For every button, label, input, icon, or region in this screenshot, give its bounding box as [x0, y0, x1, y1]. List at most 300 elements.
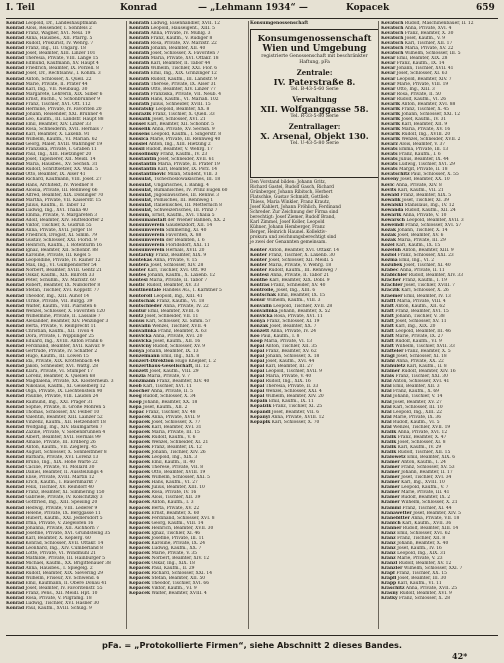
- directory-entry: Konrad Anna, Hausbes., XII. Pfarrg. 5: [6, 36, 93, 42]
- directory-entry: Kovats Margit, Private, II. 18: [381, 167, 448, 173]
- directory-entry: Konrad Edmund, Kaufmann, XV. Haupt 4: [6, 61, 99, 67]
- directory-entry: Konrad Lotte, Private, VI. Windmühl 21: [6, 550, 97, 556]
- directory-entry: Konrath Wilhelm, Tischler, XXI. Flor. 6: [129, 66, 217, 72]
- directory-entry: Kralik Franz, Beamter, X. 47: [381, 434, 447, 440]
- directory-entry: Kopal Wilhelm, Beamter, XIV. 20: [250, 394, 324, 400]
- directory-entry: Kowanda Rudolf, Kaufm., XII. 24: [381, 207, 456, 213]
- directory-entry: Konur Wilhelm, Kaufm., VIII. 3: [250, 298, 321, 304]
- directory-entry: Kraft Rudolf, Kaufm., VI. 9: [381, 338, 442, 344]
- directory-entry: Kovarik Franz, Tischler, X. 45: [381, 106, 449, 112]
- directory-entry: Kopacek Wilhelm, Schlosser, XXI. 5: [129, 475, 210, 481]
- ad-paragraph-line: je zwei der Genannten gemeinsam.: [250, 240, 327, 245]
- directory-entry: Konrath Ludwig, Eisenhändler, XVII. 12: [129, 21, 220, 26]
- directory-entry: Konsumverein Gaudenzdorf, XII. 14: [129, 222, 213, 228]
- directory-entry: Konrad Marie, Private, II. Prater 44: [6, 81, 88, 87]
- directory-entry: Konrad Erich, Kaufm., I. Bauernmarkt 7: [6, 480, 98, 486]
- column-divider: [126, 21, 127, 629]
- directory-entry: Kovar Johann, Tischler, XVII. 41: [381, 66, 454, 72]
- directory-entry: Kopacek Josef, Schlosser, X. 77: [129, 419, 201, 425]
- directory-entry: Konsulat, Italienisches, III. Metternich 8: [129, 202, 222, 208]
- directory-entry: Konrad Ludwig, Ing., XVI. Thalia 40: [6, 207, 88, 213]
- directory-entry: Kraft Marie, Private, IX. 27: [381, 333, 444, 339]
- directory-entry: Konsiel Anton, Ing., XIII. Hietzing 2: [129, 142, 211, 148]
- directory-entry: Kovar Franz, Kaufm., IX. 14: [381, 61, 445, 67]
- directory-entry: Konrad Franz, Wagner, XVI. Neul. 19: [6, 31, 91, 37]
- directory-entry: Kopaln Emil, Kaufm., IX. 11: [250, 399, 314, 405]
- directory-entry: Kranz Franz, Tischler, XII. 8: [381, 535, 446, 541]
- directory-entry: Konrad Berta, Private, V. Reinprecht 11: [6, 323, 97, 329]
- ad-paragraph-line: Kühner, Johann Hemberger, Franz: [250, 225, 325, 230]
- directory-entry: Koob Karl, Tischler, XVI. 11: [129, 384, 192, 390]
- directory-entry: Kraft Anton, Kaufm., XII. 62: [381, 303, 446, 309]
- directory-entry: Kral Johann, Tischler, V. 14: [381, 394, 443, 400]
- directory-entry: Konrad Theodor, Ing., XIII. Auhof 14: [6, 293, 90, 299]
- directory-entry: Kracher Franz, Kaufm., I. 19: [381, 278, 447, 284]
- directory-entry: Kovats Emma, Private, III. 13: [381, 147, 449, 153]
- directory-entry: Kovats Franz, Kaufm., I. 6: [381, 152, 441, 158]
- directory-entry: Konrad Ferdinand, Beamter, XVII. Kalvar. 9: [6, 344, 105, 349]
- directory-entry: Konrad Alexander, Beamter, XIV. Penzinger 3: [6, 318, 109, 324]
- directory-entry: Kramer Wilhelm, Schlosser, X. 21: [381, 500, 458, 506]
- directory-entry: Kopacek Emil, Kaufm., II. 40: [129, 460, 195, 466]
- directory-entry: Konsulat, Schweizerisches, III. Prinz 7: [129, 207, 218, 213]
- directory-entry: Konrad Nikolaus, Kaufm., XI. Geiselberg 12: [6, 384, 106, 390]
- directory-entry: Kovatsch Rudolf, Maschinenbauer, II. 12: [381, 21, 474, 26]
- directory-entry: Konrad Franz, Tischler, XVI. Ott. 112: [6, 101, 91, 107]
- directory-entry: Kranawetter Josef, Beamter, XIV. 5: [381, 510, 461, 516]
- directory-entry: Kovarz Alois, Beamter, V. 37: [381, 142, 446, 148]
- ad-address-1: IV. Paterstraße 8.: [273, 77, 356, 88]
- directory-entry: Konvalin Wenzel, Tischler, XVII. 4: [129, 323, 207, 329]
- directory-entry: Kopaplk Karl, Schlosser, X. 70: [250, 419, 320, 425]
- directory-entry: Konrad Klara, Private, VI. Stumper 17: [6, 369, 93, 375]
- directory-entry: Konsica Marie, Private, III. Rennweg 40: [129, 137, 221, 143]
- directory-entry: Konrad Alois, Reisender, I. Sonnfels 2: [6, 26, 92, 32]
- directory-entry: Konrad Hedwig, Private, VIII. Lederer 9: [6, 505, 98, 511]
- directory-entry: Kopalzik Franz, Tischler, XI. 25: [250, 404, 323, 410]
- ad-address-3: X. Arsenal, Objekt 130.: [260, 131, 369, 142]
- directory-entry: Konsulat, Ungarisches, I. Bankg. 4: [129, 182, 209, 188]
- directory-entry: Krabichler Rudolf, Beamter, XIV. 33: [381, 273, 464, 279]
- directory-entry: Konratsky Leopold, Beamter, XX. 8: [129, 106, 210, 112]
- directory-entry: Konrath Franziska, Private, VII. Neub. 4: [129, 91, 222, 97]
- directory-entry: Kranz Josef, Kaufm., IV. 16: [381, 545, 442, 551]
- running-header: [6, 3, 498, 17]
- directory-entry: Konrad Peter, Schuhm., XV. Märzstr. 60: [6, 278, 96, 284]
- directory-entry: Kovarik Josef, Kaufm., IV. 31: [381, 116, 447, 122]
- directory-entry: Kopal Maria, Private, V. 40: [250, 374, 312, 380]
- ad-verwaltung-label: Verwaltung: [292, 95, 337, 105]
- directory-entry: Konrad Zäzilie, Private, V. Siebenbrunnen 4: [6, 429, 106, 435]
- directory-entry: Krapp Karl, Kaufm., VI. 11: [381, 581, 442, 587]
- directory-entry: Krainer Rudolf, Beamter, XIV. 16: [381, 369, 456, 375]
- directory-entry: Kopacek Theodor, Tischler, XVI. 66: [129, 581, 210, 587]
- directory-entry: Kramer Marie, Private, III. 41: [381, 490, 450, 496]
- ad-subtitle: Wien und Umgebung: [262, 44, 367, 54]
- directory-entry: Konzak Josef, Beamter, XX. 7: [250, 323, 317, 329]
- directory-entry: Kranz Johann, Beamter, X. 40: [381, 540, 449, 546]
- directory-entry: Konrad Dora, Private, I. Wipplinger 25: [6, 333, 94, 339]
- directory-entry: Kral Rudolf, Kaufm., VI. 5: [381, 419, 440, 425]
- directory-entry: Kragl Josef, Schlosser, XI. 18: [381, 354, 447, 360]
- directory-entry: Konrad Jakob, Schneider, XVI. Wattg. 28: [6, 364, 98, 370]
- directory-entry: Konrath Otto, Beamter, XIV. Linzer 77: [129, 86, 216, 92]
- directory-entry: Konrad Olga, Private, IX. Liechtenstein 90: [6, 389, 103, 395]
- ad-note: registrierte Genossenschaft mit beschränkter Haftung, pFa: [261, 54, 368, 65]
- directory-entry: Konzelmann Emil, Ing., XIX. 8: [129, 354, 200, 360]
- directory-entry: Kovarik Karl, Beamter, XII. 9: [381, 121, 448, 127]
- directory-entry: Kopacek Georg, Kaufm., VIII. 14: [129, 520, 204, 526]
- directory-entry: Konrad Ulrike, Private, VII. Burgg. 39: [6, 298, 93, 304]
- directory-entry: Konrath Josef, Schlosser, X. Favoriten 7: [129, 51, 220, 57]
- directory-entry: Konrad Emil, Beamter, XIV. Linzer 33: [6, 121, 92, 127]
- directory-entry: Konstantin Maria, Private, II. Prater 19: [129, 162, 220, 168]
- directory-entry: Konthe Karl, Beamter, XIX. Döbl. 9: [250, 278, 330, 284]
- advertisement-box: [250, 29, 379, 178]
- ad-paragraph-line: Karl Zimmel, Josef Koller, Leopold: [250, 220, 325, 225]
- directory-entry: Konrad Maria, Hausbes., XV. Sechsh. 31: [6, 162, 98, 168]
- directory-entry: Konsens Leopold, Kaufm., I. Singerstr. 8: [129, 132, 221, 138]
- ad-heading: Konsumgenossenschaft: [250, 21, 309, 26]
- directory-entry: Konrad Wilhelm, Kaufm., VI. Mariah. 62: [6, 137, 98, 143]
- directory-entry: Konrad Vinzenz, Kaufm., XII. Hetzendorf 18: [6, 419, 106, 425]
- ad-title: Konsumgenossenschaft: [257, 34, 372, 44]
- directory-entry: Kontinentale Handels AG., I. Kärntner 5: [129, 288, 222, 294]
- directory-entry: Konrad Theresia, Private, VIII. Lange 15: [6, 56, 99, 62]
- directory-entry: Konsumanstalt der Wiener Bahnen, XX. 2: [129, 217, 226, 223]
- directory-entry: Konvicka Anna, Private, XVI. 20: [129, 333, 203, 339]
- directory-entry: Konrad Rudolf, Beamter, XIX. Sievering 29: [6, 571, 104, 577]
- directory-entry: Konrad Raimund, Ing., XXI. Prager 31: [6, 399, 93, 405]
- directory-entry: Konrad Pauline, Private, VIII. Laudon 24: [6, 394, 99, 400]
- ad-paragraph-line: Thiess, Maria Winkler, Franz Krautz,: [250, 200, 331, 205]
- directory-entry: Konsum, Ernst, Kaufm., XVI. Thalia 5: [129, 212, 215, 218]
- directory-entry: Kowald Franz, Beamter, XIX. 5: [381, 192, 452, 198]
- ad-paragraph-line: prokura und zeichnungsberechtigt sind: [250, 235, 337, 240]
- directory-entry: Konrath Rudolf, Kaufm., III. Landstr. 9: [129, 76, 217, 82]
- directory-entry: Kopacek Maria, Private, III. 15: [129, 429, 200, 435]
- directory-entry: Kontes Johann, Kaufm., X. Laxenb. 12: [129, 273, 216, 279]
- directory-entry: Konrad Leopold, Dr., Landeshauptmann: [6, 21, 97, 26]
- page-number: 659: [476, 3, 495, 13]
- directory-entry: Kovats Ludwig, Tischler, XVI. 29: [381, 162, 455, 168]
- directory-entry: Konrad Mathilde, Private, III. Hainburger 5: [6, 555, 106, 561]
- directory-entry: Konsolinsky Franz, Kaufm., IV. 23: [129, 152, 208, 158]
- directory-entry: Konrad Franz, Ing., III. Ungarg. 18: [6, 46, 86, 52]
- directory-entry: Kraczik Karl, Schlosser, X. 26: [381, 288, 449, 294]
- directory-entry: Kopacek Richard, Schlosser, XXI. 14: [129, 571, 213, 577]
- directory-entry: Konrad Alfred, Beamter, XIX. Döblinger 70: [6, 192, 104, 198]
- directory-entry: Kraschitz Anna, Private, XVII. 25: [381, 586, 457, 592]
- directory-entry: Kontekas Anna, Private, V. 15: [129, 258, 198, 264]
- directory-entry: Konrad Christian, Kaufm., XII. Tivoli 4: [6, 328, 94, 334]
- page-marker: 42*: [452, 651, 468, 661]
- directory-entry: Kopacek Stefan, Beamter, XII. 50: [129, 576, 206, 582]
- directory-entry: Konrath Franz, Kaufm., V. Rüdiger 8: [129, 36, 213, 42]
- directory-entry: Koop Johann, Beamter, XX. 18: [129, 399, 198, 405]
- directory-entry: Konrad Anna, Hausbes., I. Spiegelg. 2: [6, 566, 93, 572]
- directory-entry: Konrad Oskar, Kaufm., XIX. Billroth 33: [6, 273, 95, 279]
- ad-zentrallager-label: Zentrallager:: [288, 122, 341, 132]
- directory-entry: Kopacek Otto, Beamter, XVIII. 19: [129, 470, 206, 476]
- directory-entry: Kopacek Franz, Beamter, IX. 12: [129, 444, 202, 450]
- directory-entry: Konrad Karl, Ing., VII. Neubaug. 30: [6, 86, 88, 92]
- directory-entry: Kopacek Oskar, Ing., XIX. 18: [129, 561, 195, 567]
- directory-entry: Konrad Anton, Kaufm., VII. Zieglerg. 45: [6, 444, 97, 450]
- directory-entry: Kovatsch Maria, Private, XV. 22: [381, 46, 454, 52]
- directory-entry: Kontesi Maria, Private, II. Tabor 7: [129, 278, 208, 284]
- ad-zentrale-label: Zentrale:: [296, 68, 333, 78]
- directory-entry: Konrazik Franz, Tischler, X. Quell. 33: [129, 111, 215, 117]
- directory-entry: Konrad Franz, Pens., XII. Meidl. Hpt. 10: [6, 591, 98, 597]
- ad-address-2: XII. Wolfganggasse 58.: [260, 104, 369, 115]
- directory-entry: Konrad Gertrude, Private, IV. Schäffer 2: [6, 349, 98, 355]
- directory-entry: Kowalski Stanislaus, Ing., IV. 12: [381, 202, 455, 208]
- directory-entry: Konrad Johann, Reisender, XXI. Brünner 4: [6, 111, 103, 117]
- directory-entry: Kovits Karl, Kaufm., VII. 21: [381, 187, 444, 193]
- directory-entry: Kovarik Anton, Beamter, XVI. 88: [381, 101, 456, 107]
- directory-entry: Konsulat, Polnisches, III. Rennweg 1: [129, 197, 214, 203]
- directory-entry: Kowarik Anna, Private, V. 10: [381, 212, 447, 218]
- directory-entry: Kranz Emil, Schlosser, XVI. 62: [381, 530, 451, 536]
- directory-entry: Kontarsky Franz, Beamter, XIX. 9: [129, 253, 207, 259]
- directory-entry: Kontera Josef, Schlosser, XIV. 28: [129, 263, 204, 269]
- directory-entry: Kovarik Wenzel, Schneider, XVII. 2: [381, 137, 461, 143]
- directory-entry: Kovatsch Karl, Tischler, XII. 17: [381, 41, 453, 47]
- directory-entry: Konrath Rosa, Private, XV. Märzstr. 22: [129, 41, 217, 47]
- directory-entry: Konrad Otto, Beamter, IX. Alser 41: [6, 172, 86, 178]
- directory-entry: Kopacek Karoline, Private, IX. 24: [129, 540, 206, 546]
- ad-paragraph-line: Josef Kahlert, Johann Fröhlich, Ferdinand: [250, 205, 341, 210]
- directory-entry: Kraft Johann, Tischler, V. 38: [381, 313, 445, 319]
- directory-entry: Konselik Anna, Private, XV. Sechsh. 9: [129, 126, 215, 132]
- directory-entry: Kraft Karl, Ing., XIX. 20: [381, 323, 436, 329]
- directory-entry: Konrad Friedrich, Drogist, XI. Simm. 79: [6, 232, 98, 238]
- directory-entry: Konrad Barbara, Private, XVI. Lorenz 13: [6, 455, 99, 461]
- directory-entry: Konrad Anton, Schlosser, X. Quell. 22: [6, 76, 92, 82]
- directory-entry: Koocher Anna, Private, II. 5: [129, 389, 193, 395]
- directory-entry: Kovar Marie, Private, VIII. 19: [381, 81, 449, 87]
- directory-entry: Konrad Leo, Kaufm., III. Landstr. Haupt 88: [6, 116, 104, 122]
- directory-entry: Kralowetz Emil, Beamter, XIX. 6: [381, 455, 455, 461]
- directory-entry: Kowarsch Leopold, Beamter, XVII. 3: [381, 217, 464, 223]
- directory-entry: Krahuletz Karl, Kaufm., II. 8: [381, 364, 447, 370]
- directory-entry: Kopandl Josef, Beamter, VII. 6: [250, 409, 320, 415]
- directory-entry: Konrad Hans, Architekt, IV. Wiedner 8: [6, 182, 94, 188]
- directory-entry: Kopacek Berta, Private, XV. 22: [129, 505, 200, 511]
- ad-paragraph-line: Richard Gastel, Rudolf Gasch, Richard: [250, 185, 335, 190]
- directory-entry: Konrad Gottfried, Ing., XIII. Speising 20: [6, 500, 98, 506]
- directory-entry: Konrad Daniel, Beamter, II. Ausstellungs 4: [6, 470, 103, 476]
- directory-entry: Kozeluh Anton, Beamter, XIII. 9: [381, 248, 454, 254]
- directory-entry: Kozak Johann, Tischler, X. 14: [381, 227, 448, 233]
- directory-entry: Konsil Rudolf, Beamter, V. Wehrg. 17: [129, 147, 213, 153]
- directory-entry: Konrad Hugo, Kaufm., III. Löwen 15: [6, 354, 89, 360]
- directory-entry: Konzett Anna, Private, IV. 24: [250, 328, 317, 334]
- directory-entry: Kovarik Rudolf, Ing., XVIII. 20: [381, 132, 451, 138]
- directory-entry: Konsumverein Hernals, XVII. 20: [129, 248, 205, 254]
- column-divider: [378, 21, 379, 629]
- directory-entry: Kopal Wenzel, Schlosser, XXI. 4: [250, 389, 322, 395]
- directory-entry: Kramer Johann, Beamter, II. 17: [381, 470, 453, 476]
- directory-entry: Koziol Franz, Schlosser, XXI. 23: [381, 253, 454, 259]
- directory-entry: Kopal Franz, Beamter, XV. 62: [250, 348, 317, 354]
- directory-entry: Kopacek Rosa, Private, IV. 16: [129, 490, 197, 496]
- directory-entry: Koweindl Franz, Schlosser, XVI. 57: [381, 222, 462, 228]
- directory-entry: Kopacek Ernst, Beamter, X. 60: [129, 510, 200, 516]
- directory-entry: Kontrolle, Josef, Ing., XIII. 6: [250, 288, 316, 294]
- directory-entry: Konsumverein Floridsdorf, XXI. 11: [129, 243, 210, 249]
- directory-entry: Kopacek Paul, Kaufm., II. 29: [129, 566, 195, 572]
- directory-entry: Konrad August, Schlosser, X. Sonnleithner 8: [6, 449, 107, 455]
- directory-entry: Kraemer Emil, Beamter, IV. 13: [381, 293, 451, 299]
- directory-entry: Konrad Karoline, Private, III. Kegel 5: [6, 253, 91, 259]
- directory-entry: Konrad Leonhard, Ing., XIV. Cumberland 8: [6, 545, 103, 551]
- directory-entry: Konrad Josef, Beamter, XIII. Linzer 101: [6, 51, 96, 57]
- ad-paragraph-line: berechtigt: Josef Ziemer, Rudolf Brand,: [250, 215, 336, 220]
- directory-entry: Kontras Franz, Schneider, XV. 40: [250, 283, 326, 289]
- directory-entry: Konus Karl, Schlosser, XI. Simm. 57: [129, 318, 211, 324]
- directory-entry: Kranich Karl, Kaufm., XVII. 36: [381, 520, 452, 526]
- directory-entry: Konrad Gustav, Schlosser, XXI. Florid. 9: [6, 238, 97, 244]
- directory-entry: Konrad Walter, Kaufm., VIII. Piaristen 6: [6, 303, 97, 309]
- directory-entry: Kranzler Wilhelm, Schlosser, XXI. 7: [381, 566, 463, 572]
- directory-entry: Konrad Bruno, Ing., XIX. Hohe Warte 22: [6, 460, 98, 466]
- directory-entry: Kranz Marie, Private, V. 23: [381, 555, 443, 561]
- ad-board-paragraph: [250, 180, 377, 245]
- directory-entry: Konzert-Direktion Hugo Knepler, I. 2: [129, 359, 216, 365]
- directory-entry: Konrath Anna, Private, IV. Mühlg. 3: [129, 31, 211, 37]
- directory-entry: Koó Paul, Kaufm., I. 8: [250, 333, 300, 339]
- directory-entry: Kramer Rudolf, Beamter, IX. 2: [381, 495, 451, 501]
- directory-entry: Konrad Wilhelmine, Private, II. Lassalle 7: [6, 313, 101, 319]
- directory-entry: Konya Franz, Schlosser, XI. 19: [250, 318, 320, 324]
- directory-entry: Koog Rudolf, Schlosser, X. 34: [129, 394, 196, 400]
- directory-entry: Konter Rudolf, Kaufm., III. Rennweg 7: [250, 268, 338, 274]
- directory-entry: Kopacek Rudolf, Kaufm., V. 6: [129, 434, 196, 440]
- directory-entry: Kowalik Josef, Tischler, XI. 39: [381, 197, 450, 203]
- directory-entry: Konrad Aloisia, Private, III. Rennweg 66: [6, 187, 98, 193]
- directory-entry: Kramer Josef, Tischler, XVI. 34: [381, 475, 452, 481]
- directory-entry: Kral Emil, Beamter, XII. 3: [381, 384, 440, 390]
- directory-entry: Konrath Leopold, Hauseigent., XIII. 5: [129, 26, 215, 32]
- directory-entry: Kozubek Josef, Tischler, XI. 40: [381, 263, 451, 269]
- directory-entry: Kovic Anna, Private, XIV. 8: [381, 182, 442, 188]
- directory-entry: Konrad Karl, Beamter, X. Keplerg. 60: [6, 535, 91, 541]
- directory-entry: Konsulat, Rumänisches, IV. Prinz Eugen 60: [129, 187, 228, 193]
- directory-entry: Konrad Leopoldine, Private, IV. Rainer 12: [6, 258, 101, 264]
- directory-entry: Kontesi Anna, Private, II. Tabor 21: [250, 273, 330, 279]
- directory-entry: Kranz Leopold, Ing., XIX. 31: [381, 550, 446, 556]
- directory-entry: Konrad Rudolf, Schriftsetzer, XX. Wall. 5: [6, 167, 99, 173]
- directory-entry: Konvalinka Johann, Beamter, X. 52: [250, 308, 331, 314]
- directory-entry: Konter Maria, Private, V. Wehrg. 18: [250, 263, 332, 269]
- ad-paragraph-line: Schreder. Zur Zeichnung der Firma sind: [250, 210, 339, 215]
- directory-entry: Krasny Rudolf, Beamter, XVI. 9: [381, 591, 452, 597]
- directory-entry: Kramer Karl, Ing., XVIII. 10: [381, 480, 445, 486]
- directory-entry: Krachler Josef, Tischler, XVIII. 7: [381, 283, 455, 289]
- footer-note: pFa. = „Protokollierte Firmen“, siehe Abschnitt 2 dieses Bandes.: [101, 640, 403, 650]
- directory-entry: Konrath Emil, Ing., XIX. Grinzinger 12: [129, 71, 217, 77]
- directory-entry: Konrad Johanna, Private, XII. Aichhorn 7: [6, 525, 99, 531]
- directory-entry: Konrad Ignaz, Beamter, XII. Schönbr. 88: [6, 248, 98, 254]
- directory-entry: Konrad Felix, Tischler, XV. Reindorf 40: [6, 485, 94, 491]
- directory-entry: Kopacek Norbert, Beamter, XIV. 12: [129, 555, 210, 561]
- directory-entry: Kral Anton, Schlosser, XVI. 41: [381, 379, 450, 385]
- directory-entry: Kontschak Emil, Beamter, IX. 15: [250, 293, 326, 299]
- directory-entry: Konrad Paul, Kaufm., XVIII. Schulg. 9: [6, 606, 92, 612]
- directory-entry: Konrad Heinrich, Kaufm., I. Rotenturm 16: [6, 243, 102, 249]
- directory-entry: Koop Maria, Private, VI. 13: [250, 338, 313, 344]
- directory-entry: Kopacek Ferdinand, Schlosser, XVI. 8: [129, 515, 215, 521]
- directory-entry: Kraft Wilhelm, Tischler, XVII. 33: [381, 344, 455, 349]
- directory-entry: Kopacek Ignaz, Tischler, XI. 46: [129, 530, 201, 536]
- directory-entry: Kopacek Viktor, Kaufm., VI. 9: [129, 586, 197, 592]
- directory-entry: Kranzl Rudolf, Beamter, XV. 12: [381, 561, 452, 567]
- directory-entry: Konrad Wolfgang, Ing., XIV. Baumgarten 7: [6, 424, 103, 430]
- directory-entry: Konzerthaus-Gesellschaft, III. 12: [129, 364, 209, 370]
- directory-entry: Konrad Cäcilie, Private, VI. Mollard 30: [6, 465, 95, 471]
- keyword-left: Konrad: [120, 3, 158, 13]
- directory-entry: Konrad Richard, Kaufmann, VIII. Josef. 27: [6, 177, 102, 183]
- directory-entry: Kopacek Karl, Beamter, XVI. 31: [129, 424, 202, 430]
- directory-entry: Koveny Josef, Beamter, XX. 10: [381, 177, 450, 183]
- directory-entry: Kozak Maria, Private, III. 29: [381, 238, 446, 244]
- directory-entry: Kopacek Leopold, Ing., XIX. 3: [129, 455, 198, 461]
- directory-entry: Konrad Ernst, Buchh., V. Schönbrunner 9: [6, 96, 101, 102]
- directory-entry: Kral Franz, Kaufm., X. 69: [381, 389, 439, 395]
- directory-entry: Konrad Josefine, Private, XVI. Grundsteing 35: [6, 530, 111, 536]
- directory-entry: Kranebitter Anna, Private, VII. 18: [381, 515, 460, 521]
- directory-entry: Konrad Robert, Beamter, IX. Nußdorfer 8: [6, 283, 101, 289]
- directory-entry: Kontschak Franz, Kaufm., VI. 18: [129, 298, 205, 304]
- directory-entry: Kopal Josef, Kaufm., XVI. 44: [250, 359, 315, 365]
- directory-entry: Konrath Julius, Schneider, XVIII. 15: [129, 101, 211, 107]
- directory-entry: Konrad Gabriele, Private, IV. Kolschitzky 3: [6, 495, 103, 501]
- directory-entry: Kramer Franz, Schlosser, XV. 53: [381, 465, 455, 471]
- directory-entry: Kopacek Ludwig, Kaufm., XX. 7: [129, 545, 202, 551]
- footer-rule: [6, 635, 498, 636]
- directory-entry: Kopacek Julius, Beamter, XIII. 10: [129, 485, 205, 491]
- directory-entry: Kopacek Walter, Beamter, XVIII. 4: [129, 591, 207, 597]
- directory-entry: Kontic Rudolf, Beamter, XV. 33: [129, 283, 200, 289]
- directory-entry: Konrath Hans, Kaufm., VI. Mariah. 102: [129, 96, 219, 102]
- directory-entry: Konrad Rosa, Schneiderin, XVII. Hernals 7: [6, 126, 104, 132]
- directory-entry: Konrad Anna, Private, XVII. Jörger 18: [6, 227, 92, 233]
- directory-entry: Krapfl Josef, Beamter, III. 30: [381, 576, 447, 582]
- directory-entry: Konrad Josef, Dr., Rechtsanw., I. Kohlm. 3: [6, 71, 101, 77]
- directory-entry: Krafft Maria, Private, VIII. 4: [381, 298, 446, 304]
- directory-entry: Krabec Anna, Private, II. 11: [381, 268, 445, 274]
- directory-entry: Kopac Franz, Tischler, XV. 48: [129, 409, 196, 415]
- directory-entry: Konrad Lorenz, Beamter, X. Quellen 68: [6, 374, 96, 380]
- directory-entry: Konrad Valentin, Beamter, XIII. Lainzer 52: [6, 414, 103, 420]
- directory-entry: Kopal Theresia, Private, II. 33: [250, 384, 319, 390]
- directory-entry: Konrad Hermine, Private, IV. Favoriten 20: [6, 106, 102, 112]
- directory-entry: Konrad Rudolf, Prokurist, IV. Wehrg. 7: [6, 41, 94, 47]
- directory-entry: Konrad Franz, Beamter, XI. Simmering 150: [6, 490, 105, 496]
- directory-entry: Kovar Rosa, Private, II. 50: [381, 91, 441, 97]
- directory-entry: Konsumverein der Beamten, I. 6: [129, 238, 205, 244]
- ad-phone-1: Tel. B-43-5-60 Serie: [290, 87, 339, 93]
- directory-entry: Konrath Therese, Private, IX. Alser 31: [129, 81, 217, 87]
- directory-entry: Kontschieder Anna, Private, IV. 22: [129, 303, 209, 309]
- directory-entry: Konstantin Karl, Beamter, IX. Porz. 14: [129, 167, 218, 173]
- directory-entry: Konrad Wenzel, Schlosser, X. Favoriten 120: [6, 308, 105, 314]
- directory-entry: Konrad Konrad, Schlosser, XVII. Ottakr. 14: [6, 540, 104, 546]
- directory-entry: Kralik Karl, Kaufm., IV. 29: [381, 444, 442, 450]
- directory-entry: Konvicny Rudolf, Schlosser, XV. 9: [129, 344, 206, 349]
